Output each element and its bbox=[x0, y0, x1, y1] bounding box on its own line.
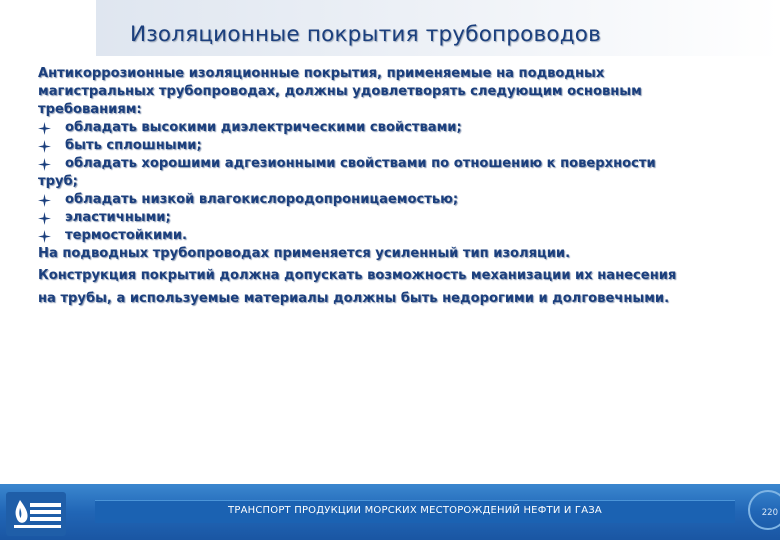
bullet-text: быть сплошными; bbox=[65, 138, 202, 153]
diamond-bullet-icon bbox=[38, 140, 51, 153]
footer-caption: ТРАНСПОРТ ПРОДУКЦИИ МОРСКИХ МЕСТОРОЖДЕНИЙ НЕФТИ И ГАЗА bbox=[228, 505, 602, 516]
bullet-text: термостойкими. bbox=[65, 228, 187, 243]
paragraph-2-line-1: Конструкция покрытий должна допускать возможность механизации их нанесения bbox=[38, 268, 677, 283]
bullet-text: обладать высокими диэлектрическими свойствами; bbox=[65, 120, 462, 135]
page-number: 220 bbox=[761, 508, 778, 518]
bullet-text: обладать хорошими адгезионными свойствами по отношению к поверхности bbox=[65, 156, 656, 171]
list-item bbox=[38, 191, 728, 209]
paragraph-1: На подводных трубопроводах применяется усиленный тип изоляции. bbox=[38, 246, 571, 261]
diamond-bullet-icon bbox=[38, 122, 51, 135]
intro-line-2: магистральных трубопроводах, должны удовлетворять следующим основным bbox=[38, 84, 642, 99]
slide-title: Изоляционные покрытия трубопроводов bbox=[130, 22, 602, 47]
bullet-text: обладать низкой влагокислородопроницаемостью; bbox=[65, 192, 459, 207]
diamond-bullet-icon bbox=[38, 194, 51, 207]
list-item bbox=[38, 209, 728, 227]
company-logo bbox=[6, 492, 66, 536]
list-item bbox=[38, 119, 728, 137]
diamond-bullet-icon bbox=[38, 212, 51, 225]
diamond-bullet-icon bbox=[38, 230, 51, 243]
bullet-continuation: труб; bbox=[38, 174, 78, 189]
bullet-text: эластичными; bbox=[65, 210, 171, 225]
list-item bbox=[38, 227, 728, 245]
slide-body bbox=[38, 65, 728, 309]
intro-line-3: требованиям: bbox=[38, 102, 142, 117]
list-item bbox=[38, 155, 728, 173]
diamond-bullet-icon bbox=[38, 158, 51, 171]
paragraph-2-line-2: на трубы, а используемые материалы должны быть недорогими и долговечными. bbox=[38, 291, 670, 306]
intro-line-1: Антикоррозионные изоляционные покрытия, применяемые на подводных bbox=[38, 66, 605, 81]
list-item bbox=[38, 137, 728, 155]
